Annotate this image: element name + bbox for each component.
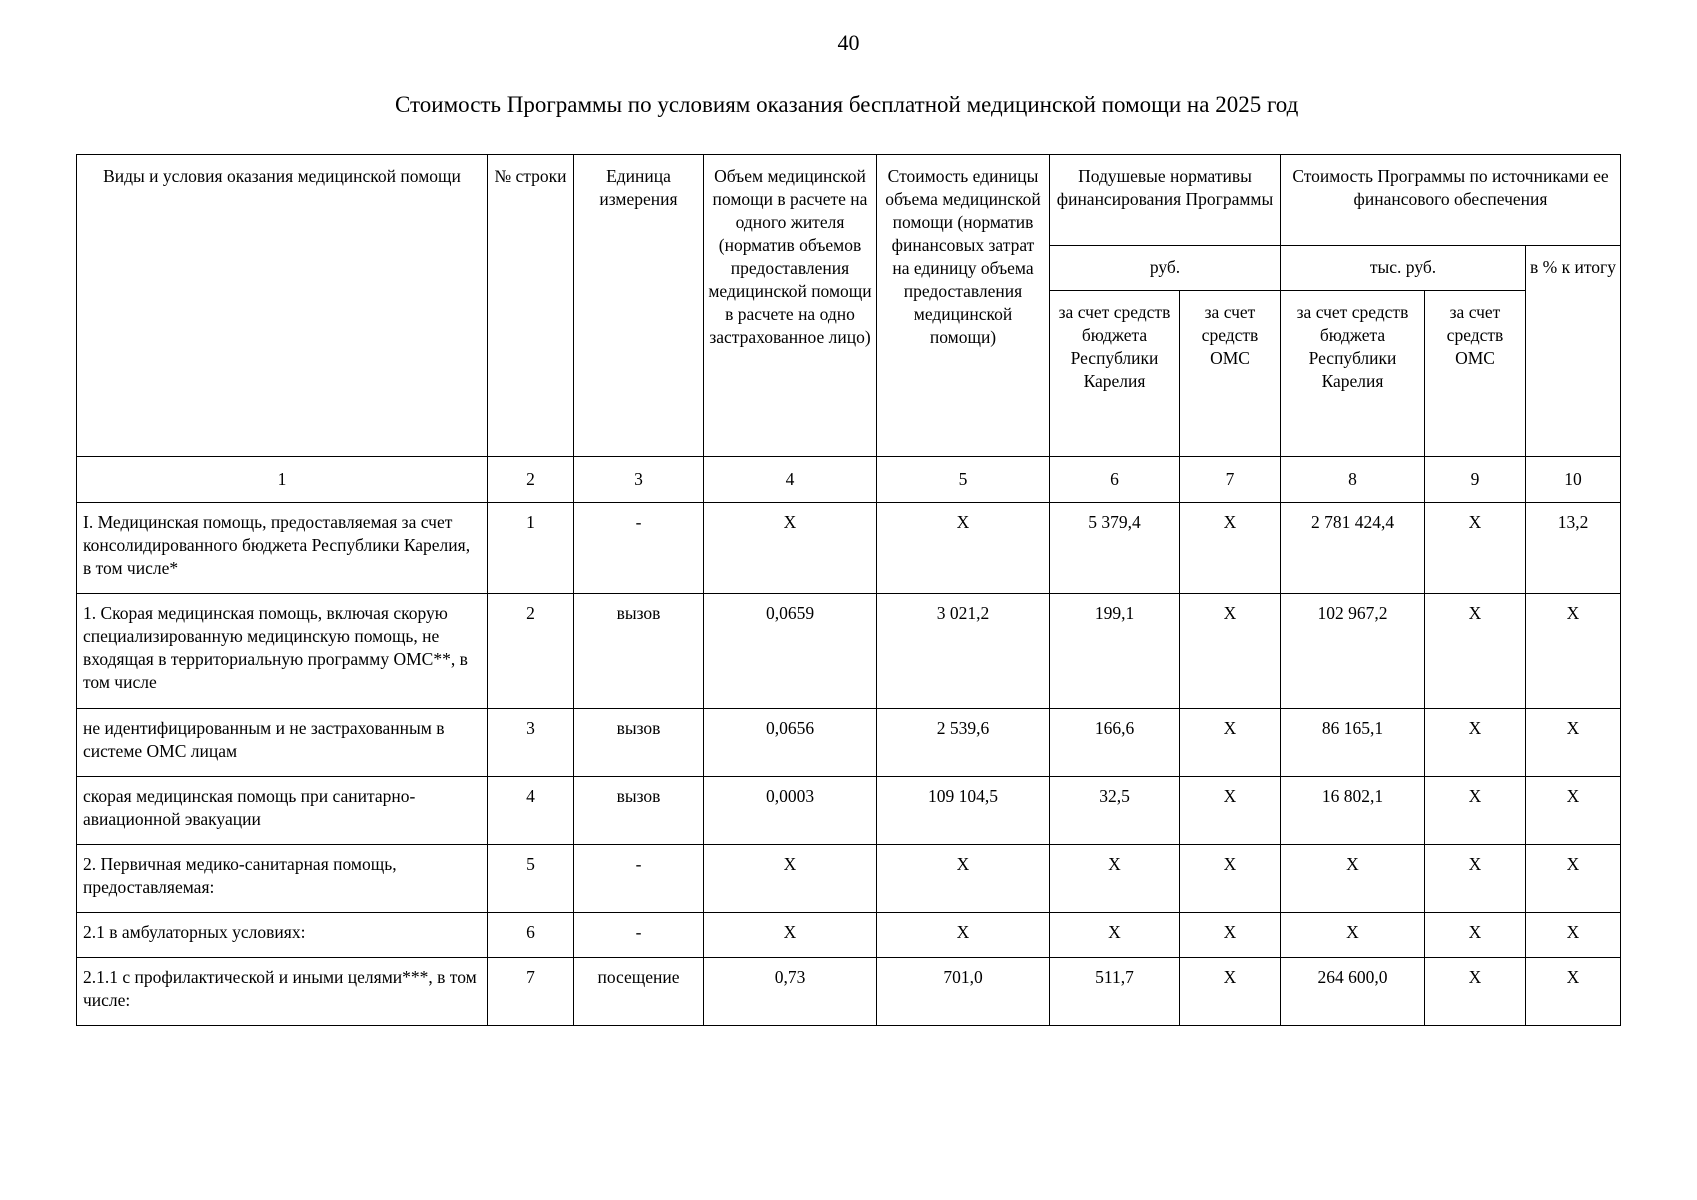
header-thous-rub: тыс. руб. — [1281, 246, 1526, 291]
header-percent-total: в % к итогу — [1526, 246, 1621, 457]
header-cost-budget: за счет средств бюджета Республики Карелия — [1281, 291, 1425, 457]
row-percent: X — [1526, 709, 1621, 777]
row-number: 2 — [488, 594, 574, 709]
row-cost-oms: X — [1425, 958, 1526, 1026]
header-rub: руб. — [1050, 246, 1281, 291]
row-cost-budget: 16 802,1 — [1281, 777, 1425, 845]
row-volume: 0,0659 — [704, 594, 877, 709]
row-norm-budget: X — [1050, 845, 1180, 913]
row-cost-budget: X — [1281, 913, 1425, 958]
row-unit-cost: X — [877, 913, 1050, 958]
row-cost-oms: X — [1425, 777, 1526, 845]
header-cost-oms: за счет средств ОМС — [1425, 291, 1526, 457]
row-percent: X — [1526, 777, 1621, 845]
row-percent: X — [1526, 845, 1621, 913]
row-cost-oms: X — [1425, 913, 1526, 958]
row-norm-budget: 5 379,4 — [1050, 503, 1180, 594]
row-number: 6 — [488, 913, 574, 958]
header-volume: Объем медицинской помощи в расчете на одного жителя (норматив объемов предоставления медицинской помощи в расчете на одно застрахованное лицо) — [704, 155, 877, 457]
row-norm-budget: X — [1050, 913, 1180, 958]
row-cost-budget: 102 967,2 — [1281, 594, 1425, 709]
column-number-row — [77, 457, 1621, 503]
row-norm-oms: X — [1180, 503, 1281, 594]
row-percent: X — [1526, 958, 1621, 1026]
row-norm-oms: X — [1180, 709, 1281, 777]
row-unit-cost: 3 021,2 — [877, 594, 1050, 709]
column-number: 1 — [77, 457, 488, 503]
row-unit: посещение — [574, 958, 704, 1026]
row-number: 4 — [488, 777, 574, 845]
row-norm-budget: 511,7 — [1050, 958, 1180, 1026]
header-program-cost-sources: Стоимость Программы по источниками ее финансового обеспечения — [1281, 155, 1621, 246]
program-cost-table — [76, 154, 1621, 1026]
row-unit: - — [574, 913, 704, 958]
header-per-capita-norms: Подушевые нормативы финансирования Программы — [1050, 155, 1281, 246]
row-unit: вызов — [574, 594, 704, 709]
row-percent: 13,2 — [1526, 503, 1621, 594]
header-norm-budget: за счет средств бюджета Республики Карелия — [1050, 291, 1180, 457]
row-cost-budget: 264 600,0 — [1281, 958, 1425, 1026]
row-cost-oms: X — [1425, 845, 1526, 913]
column-number: 8 — [1281, 457, 1425, 503]
row-norm-budget: 166,6 — [1050, 709, 1180, 777]
row-name: 2.1.1 с профилактической и иными целями***, в том числе: — [77, 958, 488, 1026]
header-care-type: Виды и условия оказания медицинской помощи — [77, 155, 488, 457]
row-cost-budget: X — [1281, 845, 1425, 913]
row-unit-cost: 2 539,6 — [877, 709, 1050, 777]
row-unit-cost: X — [877, 845, 1050, 913]
row-unit-cost: X — [877, 503, 1050, 594]
column-number: 10 — [1526, 457, 1621, 503]
column-number: 7 — [1180, 457, 1281, 503]
column-number: 6 — [1050, 457, 1180, 503]
row-name: I. Медицинская помощь, предоставляемая за счет консолидированного бюджета Республики Карелия, в том числе* — [77, 503, 488, 594]
column-number: 3 — [574, 457, 704, 503]
row-unit-cost: 109 104,5 — [877, 777, 1050, 845]
column-number: 9 — [1425, 457, 1526, 503]
row-unit: - — [574, 503, 704, 594]
table-row — [77, 913, 1621, 958]
row-cost-oms: X — [1425, 594, 1526, 709]
row-norm-oms: X — [1180, 777, 1281, 845]
row-name: 2. Первичная медико-санитарная помощь, предоставляемая: — [77, 845, 488, 913]
header-norm-oms: за счет средств ОМС — [1180, 291, 1281, 457]
row-number: 7 — [488, 958, 574, 1026]
row-volume: X — [704, 913, 877, 958]
row-unit: вызов — [574, 709, 704, 777]
row-number: 5 — [488, 845, 574, 913]
row-name: не идентифицированным и не застрахованным в системе ОМС лицам — [77, 709, 488, 777]
header-unit-cost: Стоимость единицы объема медицинской помощи (норматив финансовых затрат на единицу объема предоставления медицинской помощи) — [877, 155, 1050, 457]
header-unit: Единица измерения — [574, 155, 704, 457]
row-volume: 0,0656 — [704, 709, 877, 777]
row-name: 2.1 в амбулаторных условиях: — [77, 913, 488, 958]
header-row-number: № строки — [488, 155, 574, 457]
row-norm-oms: X — [1180, 913, 1281, 958]
row-number: 3 — [488, 709, 574, 777]
row-norm-oms: X — [1180, 845, 1281, 913]
row-cost-oms: X — [1425, 709, 1526, 777]
table-row — [77, 845, 1621, 913]
row-name: скорая медицинская помощь при санитарно-авиационной эвакуации — [77, 777, 488, 845]
row-unit-cost: 701,0 — [877, 958, 1050, 1026]
row-cost-budget: 2 781 424,4 — [1281, 503, 1425, 594]
table-row — [77, 503, 1621, 594]
row-cost-oms: X — [1425, 503, 1526, 594]
table-row — [77, 958, 1621, 1026]
row-unit: - — [574, 845, 704, 913]
column-number: 5 — [877, 457, 1050, 503]
row-norm-budget: 199,1 — [1050, 594, 1180, 709]
row-volume: 0,0003 — [704, 777, 877, 845]
row-norm-oms: X — [1180, 594, 1281, 709]
row-cost-budget: 86 165,1 — [1281, 709, 1425, 777]
row-number: 1 — [488, 503, 574, 594]
row-percent: X — [1526, 594, 1621, 709]
column-number: 2 — [488, 457, 574, 503]
row-volume: X — [704, 503, 877, 594]
row-norm-budget: 32,5 — [1050, 777, 1180, 845]
page-number: 40 — [837, 30, 860, 55]
column-number: 4 — [704, 457, 877, 503]
row-volume: X — [704, 845, 877, 913]
row-norm-oms: X — [1180, 958, 1281, 1026]
row-unit: вызов — [574, 777, 704, 845]
document-title: Стоимость Программы по условиям оказания бесплатной медицинской помощи на 2025 год — [395, 92, 1299, 117]
row-volume: 0,73 — [704, 958, 877, 1026]
table-row — [77, 709, 1621, 777]
table-row — [77, 594, 1621, 709]
row-percent: X — [1526, 913, 1621, 958]
row-name: 1. Скорая медицинская помощь, включая скорую специализированную медицинскую помощь, не входящая в территориальную программу ОМС**, в том числе — [77, 594, 488, 709]
table-row — [77, 777, 1621, 845]
